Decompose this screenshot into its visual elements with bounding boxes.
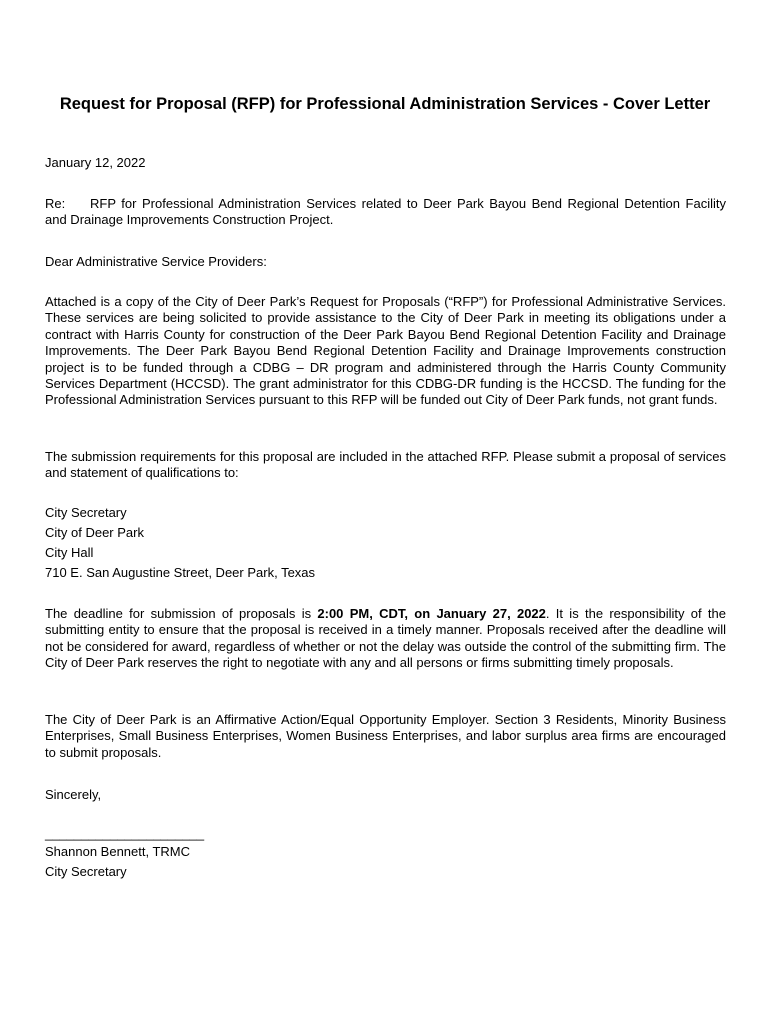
paragraph-submission: The submission requirements for this proposal are included in the attached RFP. Please submit a proposal of services and statement of qualifications to: [45, 449, 726, 481]
deadline-date: 2:00 PM, CDT, on January 27, 2022 [317, 606, 546, 621]
subject-line [45, 196, 726, 229]
signer-title: City Secretary [45, 864, 127, 879]
closing: Sincerely, [45, 787, 102, 802]
address-line-4: 710 E. San Augustine Street, Deer Park, Texas [45, 565, 316, 580]
address-line-1: City Secretary [45, 505, 127, 520]
salutation: Dear Administrative Service Providers: [45, 254, 267, 269]
address-line-2: City of Deer Park [45, 525, 144, 540]
signer-name: Shannon Bennett, TRMC [45, 844, 191, 859]
address-line-3: City Hall [45, 545, 94, 560]
letter-date: January 12, 2022 [45, 155, 146, 170]
paragraph-eeo: The City of Deer Park is an Affirmative Action/Equal Opportunity Employer. Section 3 Residents, Minority Business Enterprises, Small Business Enterprises, Women Business Enterprises, and labor surplus area firms are encouraged to submit proposals. [45, 712, 726, 760]
signature-line: ______________________ [45, 826, 205, 841]
deadline-prefix: The deadline for submission of proposals is [45, 606, 318, 621]
paragraph-intro: Attached is a copy of the City of Deer Park’s Request for Proposals (“RFP”) for Professional Administrative Services. These services are being solicited to provide assistance to the City of Deer Park in meeting its obligations under a contract with Harris County for construction of the Deer Park Bayou Bend Regional Detention Facility and Drainage Improvements. The Deer Park Bayou Bend Regional Detention Facility and Drainage Improvements construction project is to be funded through a CDBG – DR program and administered through the Harris County Community Services Department (HCCSD). The grant administrator for this CDBG-DR funding is the HCCSD. The funding for the Professional Administration Services pursuant to this RFP will be funded out City of Deer Park funds, not grant funds. [45, 294, 726, 408]
mailing-address [45, 503, 726, 583]
deadline-suffix: . It is the responsibility of the submitting entity to ensure that the proposal is received in a timely manner. Proposals received after the deadline will not be considered for award, regardless of whether or not the delay was outside the control of the submitting firm. The City of Deer Park reserves the right to negotiate with any and all persons or firms submitting timely proposals. [45, 606, 726, 671]
document-title: Request for Proposal (RFP) for Professional Administration Services - Cover Letter [59, 95, 711, 113]
signature-block [45, 826, 726, 882]
paragraph-deadline [45, 606, 726, 672]
subject-label: Re: [45, 196, 66, 211]
subject-text: RFP for Professional Administration Services related to Deer Park Bayou Bend Regional Detention Facility and Drainage Improvements Construction Project. [45, 196, 726, 228]
